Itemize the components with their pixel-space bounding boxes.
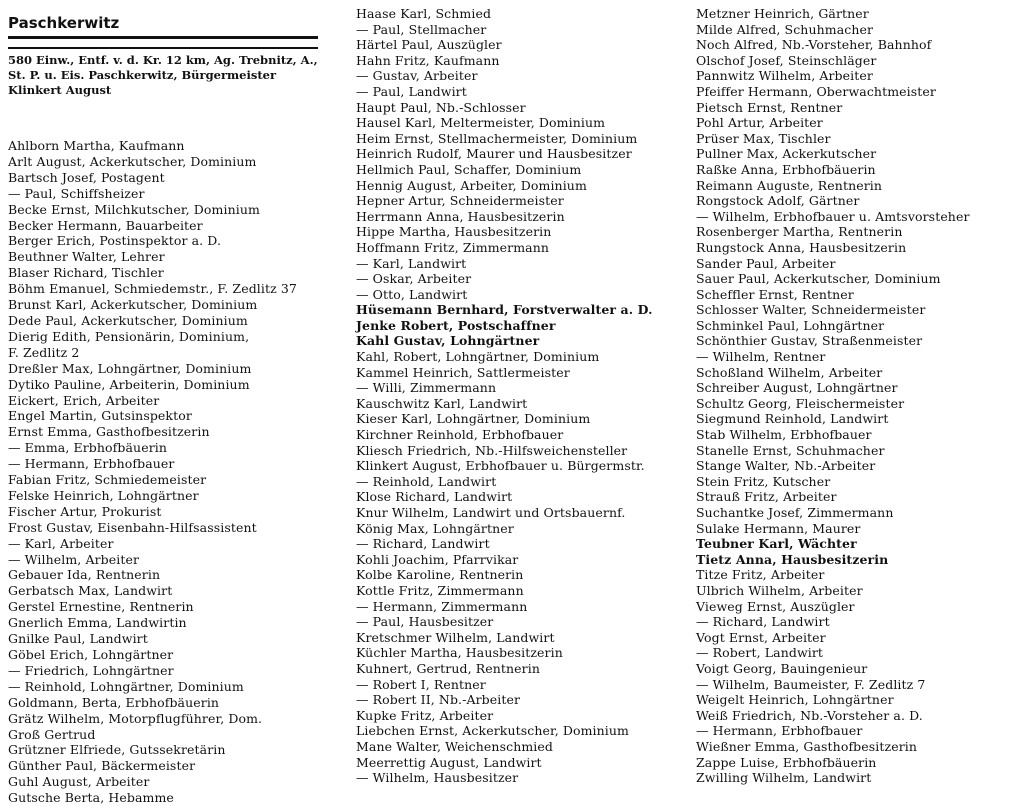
directory-entry: Ulbrich Wilhelm, Arbeiter <box>696 582 863 598</box>
directory-entry: F. Zedlitz 2 <box>8 344 80 360</box>
place-info: 580 Einw., Entf. v. d. Kr. 12 km, Ag. Trebnitz, A., St. P. u. Eis. Paschkerwitz, Bürgermeister Klinkert August <box>8 47 318 98</box>
directory-entry: Pannwitz Wilhelm, Arbeiter <box>696 68 873 84</box>
directory-entry: Becke Ernst, Milchkutscher, Dominium <box>8 201 260 217</box>
directory-entry: Titze Fritz, Arbeiter <box>696 567 825 583</box>
directory-entry: Hoffmann Fritz, Zimmermann <box>356 239 550 255</box>
directory-entry: Schönthier Gustav, Straßenmeister <box>696 333 923 349</box>
directory-entry: Weigelt Heinrich, Lohngärtner <box>696 692 894 708</box>
directory-entry: Hepner Artur, Schneidermeister <box>356 193 564 209</box>
directory-entry: Heim Ernst, Stellmachermeister, Dominium <box>356 130 638 146</box>
directory-entry: Rungstock Anna, Hausbesitzerin <box>696 239 907 255</box>
directory-entry: Göbel Erich, Lohngärtner <box>8 647 174 662</box>
directory-entry: Schoßland Wilhelm, Arbeiter <box>696 364 883 380</box>
directory-entry: — Otto, Landwirt <box>356 286 468 302</box>
directory-entry: Dreßler Max, Lohngärtner, Dominium <box>8 360 252 376</box>
entry-list-3 <box>696 6 1018 786</box>
directory-entry: Gebauer Ida, Rentnerin <box>8 567 161 583</box>
directory-entry: Stanelle Ernst, Schuhmacher <box>696 442 885 458</box>
directory-entry: Eickert, Erich, Arbeiter <box>8 392 160 408</box>
directory-entry: — Paul, Schiffsheizer <box>8 185 145 201</box>
column-2 <box>356 6 672 786</box>
directory-entry: Gnerlich Emma, Landwirtin <box>8 615 187 631</box>
directory-entry: — Hermann, Erbhofbauer <box>696 723 863 739</box>
directory-entry: Pohl Artur, Arbeiter <box>696 115 823 131</box>
directory-entry: Meerrettig August, Landwirt <box>356 754 542 770</box>
directory-entry: Kretschmer Wilhelm, Landwirt <box>356 629 555 645</box>
directory-entry: Beuthner Walter, Lehrer <box>8 249 165 265</box>
directory-entry: Suchantke Josef, Zimmermann <box>696 505 894 520</box>
directory-entry: Rosenberger Martha, Rentnerin <box>696 224 903 240</box>
directory-entry: Kahl, Robert, Lohngärtner, Dominium <box>356 349 600 365</box>
place-title: Paschkerwitz <box>8 14 318 39</box>
directory-entry: Schminkel Paul, Lohngärtner <box>696 317 885 333</box>
directory-entry: Kolbe Karoline, Rentnerin <box>356 567 524 583</box>
directory-entry: Prüser Max, Tischler <box>696 130 831 146</box>
directory-entry: Stab Wilhelm, Erbhofbauer <box>696 427 872 443</box>
directory-entry: Noch Alfred, Nb.-Vorsteher, Bahnhof <box>696 37 932 53</box>
directory-entry: Frost Gustav, Eisenbahn-Hilfsassistent <box>8 519 257 535</box>
directory-entry: Metzner Heinrich, Gärtner <box>696 6 869 21</box>
directory-entry: — Hermann, Zimmermann <box>356 598 528 614</box>
entry-list-1 <box>8 138 318 806</box>
entry-list-2 <box>356 6 672 786</box>
directory-entry: Gerbatsch Max, Landwirt <box>8 583 173 599</box>
directory-entry: Kirchner Reinhold, Erbhofbauer <box>356 427 564 443</box>
directory-entry: Haase Karl, Schmied <box>356 6 492 21</box>
directory-entry: Hüsemann Bernhard, Forstverwalter a. D. <box>356 302 653 318</box>
directory-entry: Gutsche Berta, Hebamme <box>8 790 174 806</box>
directory-entry: Blaser Richard, Tischler <box>8 265 164 281</box>
directory-entry: Knur Wilhelm, Landwirt und Ortsbauernf. <box>356 505 626 520</box>
directory-entry: Reimann Auguste, Rentnerin <box>696 177 883 193</box>
directory-entry: Hausel Karl, Meltermeister, Dominium <box>356 115 606 131</box>
directory-entry: König Max, Lohngärtner <box>356 520 514 536</box>
directory-entry: Milde Alfred, Schuhmacher <box>696 21 874 37</box>
directory-entry: Klinkert August, Erbhofbauer u. Bürgermstr. <box>356 458 645 474</box>
directory-entry: — Wilhelm, Erbhofbauer u. Amtsvorsteher <box>696 208 970 224</box>
directory-entry: — Reinhold, Lohngärtner, Dominium <box>8 678 244 694</box>
directory-entry: Ahlborn Martha, Kaufmann <box>8 138 185 153</box>
directory-entry: Rongstock Adolf, Gärtner <box>696 193 860 209</box>
directory-entry: — Wilhelm, Rentner <box>696 349 826 365</box>
directory-entry: Schreiber August, Lohngärtner <box>696 380 898 396</box>
directory-entry: — Wilhelm, Arbeiter <box>8 551 140 567</box>
directory-entry: — Wilhelm, Hausbesitzer <box>356 770 519 786</box>
directory-entry: Becker Hermann, Bauarbeiter <box>8 217 203 233</box>
directory-entry: Kuhnert, Gertrud, Rentnerin <box>356 660 540 676</box>
directory-entry: Arlt August, Ackerkutscher, Dominium <box>8 153 257 169</box>
directory-entry: Tietz Anna, Hausbesitzerin <box>696 551 889 567</box>
directory-entry: Hippe Martha, Hausbesitzerin <box>356 224 552 240</box>
directory-entry: Dede Paul, Ackerkutscher, Dominium <box>8 312 248 328</box>
directory-entry: Grützner Elfriede, Gutssekretärin <box>8 742 226 758</box>
directory-entry: Raßke Anna, Erbhofbäuerin <box>696 161 876 177</box>
directory-entry: Hellmich Paul, Schaffer, Dominium <box>356 161 582 177</box>
directory-entry: Liebchen Ernst, Ackerkutscher, Dominium <box>356 723 629 739</box>
directory-entry: Scheffler Ernst, Rentner <box>696 286 854 302</box>
directory-entry: Gerstel Ernestine, Rentnerin <box>8 599 194 615</box>
directory-entry: Wießner Emma, Gasthofbesitzerin <box>696 738 918 754</box>
directory-entry: Küchler Martha, Hausbesitzerin <box>356 645 563 661</box>
directory-entry: Olschof Josef, Steinschläger <box>696 52 877 68</box>
directory-entry: Bartsch Josef, Postagent <box>8 169 165 185</box>
directory-entry: Strauß Fritz, Arbeiter <box>696 489 837 505</box>
directory-entry: Klose Richard, Landwirt <box>356 489 513 505</box>
directory-entry: Groß Gertrud <box>8 726 96 742</box>
directory-entry: Herrmann Anna, Hausbesitzerin <box>356 208 565 224</box>
directory-entry: Stange Walter, Nb.-Arbeiter <box>696 458 876 474</box>
directory-entry: Kahl Gustav, Lohngärtner <box>356 333 540 349</box>
directory-entry: Guhl August, Arbeiter <box>8 774 150 790</box>
directory-entry: Stein Fritz, Kutscher <box>696 473 831 489</box>
directory-entry: — Wilhelm, Baumeister, F. Zedlitz 7 <box>696 676 926 692</box>
column-3 <box>696 6 1018 786</box>
directory-entry: — Paul, Hausbesitzer <box>356 614 494 630</box>
directory-entry: Kauschwitz Karl, Landwirt <box>356 395 528 411</box>
directory-entry: Vogt Ernst, Arbeiter <box>696 629 826 645</box>
directory-entry: Fabian Fritz, Schmiedemeister <box>8 472 207 488</box>
directory-entry: Kupke Fritz, Arbeiter <box>356 707 494 723</box>
directory-entry: Teubner Karl, Wächter <box>696 536 857 552</box>
directory-entry: — Emma, Erbhofbäuerin <box>8 440 168 456</box>
directory-entry: Kliesch Friedrich, Nb.-Hilfsweichensteller <box>356 442 628 458</box>
directory-entry: Böhm Emanuel, Schmiedemstr., F. Zedlitz 37 <box>8 281 297 297</box>
directory-entry: Zwilling Wilhelm, Landwirt <box>696 770 872 786</box>
directory-entry: Heinrich Rudolf, Maurer und Hausbesitzer <box>356 146 632 162</box>
directory-entry: — Willi, Zimmermann <box>356 380 497 396</box>
directory-entry: Pfeiffer Hermann, Oberwachtmeister <box>696 83 936 99</box>
directory-entry: Härtel Paul, Auszügler <box>356 37 502 53</box>
directory-entry: Ernst Emma, Gasthofbesitzerin <box>8 424 210 440</box>
directory-entry: — Gustav, Arbeiter <box>356 68 478 84</box>
directory-entry: — Karl, Arbeiter <box>8 535 114 551</box>
directory-entry: Vieweg Ernst, Auszügler <box>696 598 855 614</box>
directory-entry: Mane Walter, Weichenschmied <box>356 738 553 754</box>
directory-entry: — Robert I, Rentner <box>356 676 486 692</box>
directory-entry: — Oskar, Arbeiter <box>356 271 472 287</box>
directory-entry: Weiß Friedrich, Nb.-Vorsteher a. D. <box>696 707 923 723</box>
directory-entry: Dierig Edith, Pensionärin, Dominium, <box>8 328 250 344</box>
directory-entry: — Richard, Landwirt <box>356 536 490 552</box>
column-1 <box>8 6 318 806</box>
directory-entry: — Hermann, Erbhofbauer <box>8 456 175 472</box>
directory-entry: — Reinhold, Landwirt <box>356 473 497 489</box>
directory-entry: Dytiko Pauline, Arbeiterin, Dominium <box>8 376 250 392</box>
directory-entry: Sauer Paul, Ackerkutscher, Dominium <box>696 271 941 287</box>
directory-entry: Jenke Robert, Postschaffner <box>356 317 556 333</box>
directory-entry: — Paul, Landwirt <box>356 83 467 99</box>
directory-entry: — Friedrich, Lohngärtner <box>8 662 174 678</box>
directory-entry: Goldmann, Berta, Erbhofbäuerin <box>8 694 220 710</box>
directory-entry: Berger Erich, Postinspektor a. D. <box>8 233 222 249</box>
directory-entry: Kammel Heinrich, Sattlermeister <box>356 364 570 380</box>
directory-entry: Schlosser Walter, Schneidermeister <box>696 302 926 318</box>
directory-entry: — Robert, Landwirt <box>696 645 824 661</box>
directory-entry: Günther Paul, Bäckermeister <box>8 758 196 774</box>
directory-entry: Schultz Georg, Fleischermeister <box>696 395 905 411</box>
directory-entry: Haupt Paul, Nb.-Schlosser <box>356 99 526 115</box>
directory-entry: Sander Paul, Arbeiter <box>696 255 836 271</box>
directory-entry: Kohli Joachim, Pfarrvikar <box>356 551 519 567</box>
directory-entry: Grätz Wilhelm, Motorpflugführer, Dom. <box>8 710 263 726</box>
directory-entry: Gnilke Paul, Landwirt <box>8 631 148 647</box>
directory-entry: Voigt Georg, Bauingenieur <box>696 660 868 676</box>
directory-entry: — Paul, Stellmacher <box>356 21 487 37</box>
directory-entry: Brunst Karl, Ackerkutscher, Dominium <box>8 297 258 313</box>
directory-entry: Zappe Luise, Erbhofbäuerin <box>696 754 877 770</box>
directory-entry: Hennig August, Arbeiter, Dominium <box>356 177 587 193</box>
directory-entry: Sulake Hermann, Maurer <box>696 520 861 536</box>
directory-entry: — Karl, Landwirt <box>356 255 467 271</box>
directory-entry: — Robert II, Nb.-Arbeiter <box>356 692 521 708</box>
directory-entry: Pietsch Ernst, Rentner <box>696 99 843 115</box>
directory-entry: Hahn Fritz, Kaufmann <box>356 52 500 68</box>
directory-entry: Fischer Artur, Prokurist <box>8 503 162 519</box>
directory-entry: Felske Heinrich, Lohngärtner <box>8 487 199 503</box>
directory-entry: Siegmund Reinhold, Landwirt <box>696 411 889 427</box>
directory-entry: — Richard, Landwirt <box>696 614 830 630</box>
directory-entry: Engel Martin, Gutsinspektor <box>8 408 192 424</box>
directory-entry: Pullner Max, Ackerkutscher <box>696 146 877 162</box>
directory-entry: Kottle Fritz, Zimmermann <box>356 582 524 598</box>
directory-entry: Kieser Karl, Lohngärtner, Dominium <box>356 411 591 427</box>
